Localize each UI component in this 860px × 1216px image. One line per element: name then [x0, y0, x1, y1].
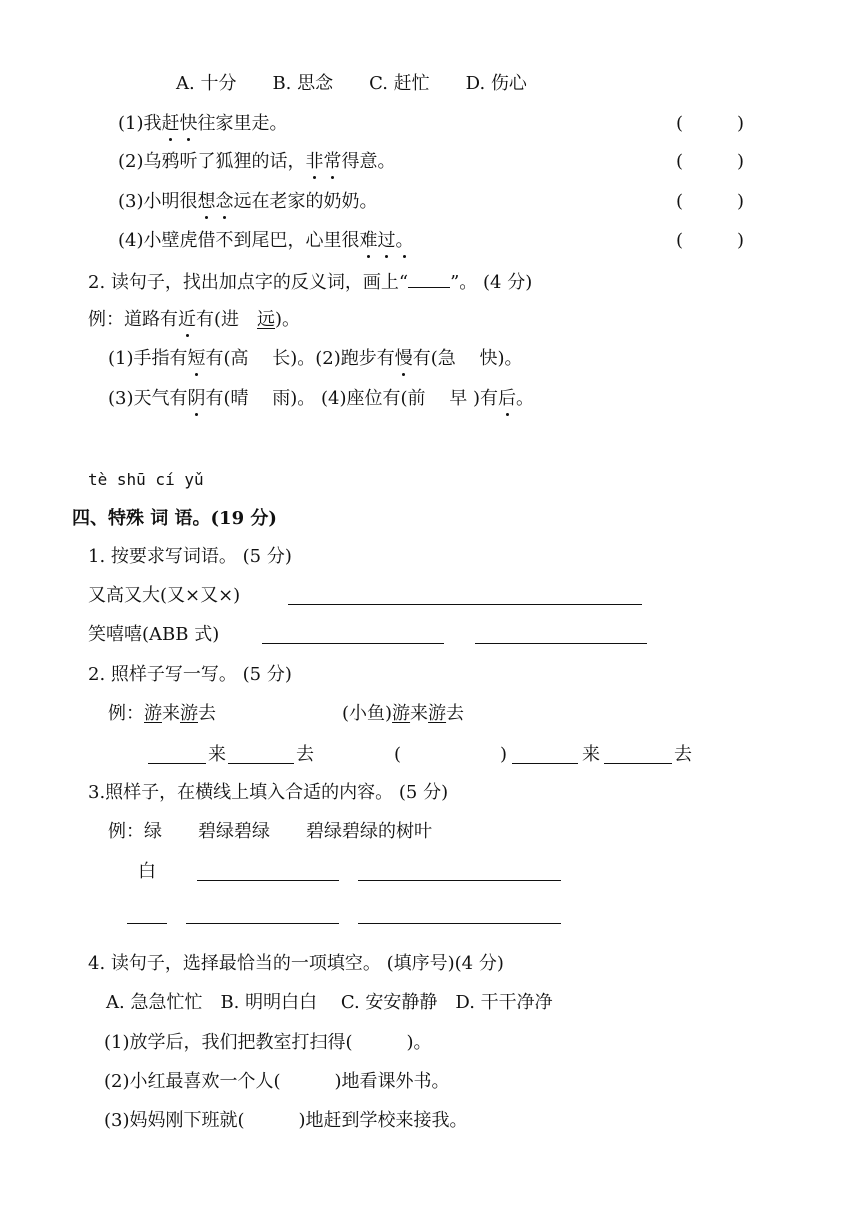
- item-1: (1)我赶快往家里走。: [118, 113, 288, 134]
- underline-sample: [408, 269, 450, 288]
- qu-1: 去: [296, 744, 314, 765]
- answer-line-1[interactable]: [288, 604, 642, 605]
- q2-antonym-line-2: (3)天气有阴有(晴 雨)。 (4)座位有(前 早 )有后。: [108, 388, 534, 409]
- paren-open: (: [394, 744, 402, 765]
- blank-c1[interactable]: [197, 880, 339, 881]
- lai-1: 来: [208, 744, 226, 765]
- blank-c2[interactable]: [358, 880, 561, 881]
- q4-3-example: 例：绿 碧绿碧绿 碧绿碧绿的树叶: [108, 821, 432, 842]
- q4-1-row2-label: 笑嘻嘻(ABB 式): [88, 624, 220, 645]
- q4-4-item-1: (1)放学后，我们把教室打扫得( )。: [104, 1032, 432, 1053]
- blank-a2[interactable]: [228, 763, 294, 764]
- item-4: (4)小壁虎借不到尾巴，心里很难过。: [118, 230, 414, 251]
- qu-2: 去: [674, 744, 692, 765]
- q4-3-title: 3.照样子，在横线上填入合适的内容。 (5 分): [88, 782, 449, 803]
- section4-heading: 四、特殊 词 语。(19 分): [72, 508, 277, 529]
- section4-pinyin: tè shū cí yǔ: [88, 470, 204, 489]
- answer-line-2b[interactable]: [475, 643, 647, 644]
- q4-4-item-3: (3)妈妈刚下班就( )地赶到学校来接我。: [104, 1110, 468, 1131]
- lai-2: 来: [582, 744, 600, 765]
- q4-2-title: 2. 照样子写一写。 (5 分): [88, 664, 292, 685]
- blank-a1[interactable]: [148, 763, 206, 764]
- q4-4-title: 4. 读句子，选择最恰当的一项填空。 (填序号)(4 分): [88, 953, 504, 974]
- blank-d2[interactable]: [358, 923, 561, 924]
- item-2: (2)乌鸦听了狐狸的话，非常得意。: [118, 151, 396, 172]
- q2-antonym-example: 例：道路有近有(进 远)。: [88, 309, 301, 330]
- blank-d1[interactable]: [186, 923, 339, 924]
- answer-paren-3[interactable]: ( ): [676, 191, 745, 212]
- q4-4-item-2: (2)小红最喜欢一个人( )地看课外书。: [104, 1071, 450, 1092]
- paren-close: ): [500, 744, 508, 765]
- blank-b1[interactable]: [512, 763, 578, 764]
- q4-1-row1-label: 又高又大(又×又×): [88, 585, 241, 606]
- blank-d0[interactable]: [127, 923, 167, 924]
- q4-1-title: 1. 按要求写词语。 (5 分): [88, 546, 292, 567]
- q2-antonym-line-1: (1)手指有短有(高 长)。(2)跑步有慢有(急 快)。: [108, 348, 523, 369]
- options-line: A. 十分 B. 思念 C. 赶忙 D. 伤心: [176, 73, 527, 94]
- answer-paren-4[interactable]: ( ): [676, 230, 745, 251]
- answer-paren-2[interactable]: ( ): [676, 151, 745, 172]
- q4-2-example: 例：游来游去: [108, 703, 216, 724]
- q2-antonym-title: 2. 读句子，找出加点字的反义词，画上“ ”。 (4 分): [88, 269, 532, 295]
- item-3: (3)小明很想念远在老家的奶奶。: [118, 191, 378, 212]
- q4-3-word: 白: [138, 861, 156, 882]
- q4-4-options: A. 急急忙忙 B. 明明白白 C. 安安静静 D. 干干净净: [106, 992, 553, 1013]
- answer-paren-1[interactable]: ( ): [676, 113, 745, 134]
- q4-2-example-2: (小鱼)游来游去: [342, 703, 465, 724]
- answer-line-2a[interactable]: [262, 643, 444, 644]
- blank-b2[interactable]: [604, 763, 672, 764]
